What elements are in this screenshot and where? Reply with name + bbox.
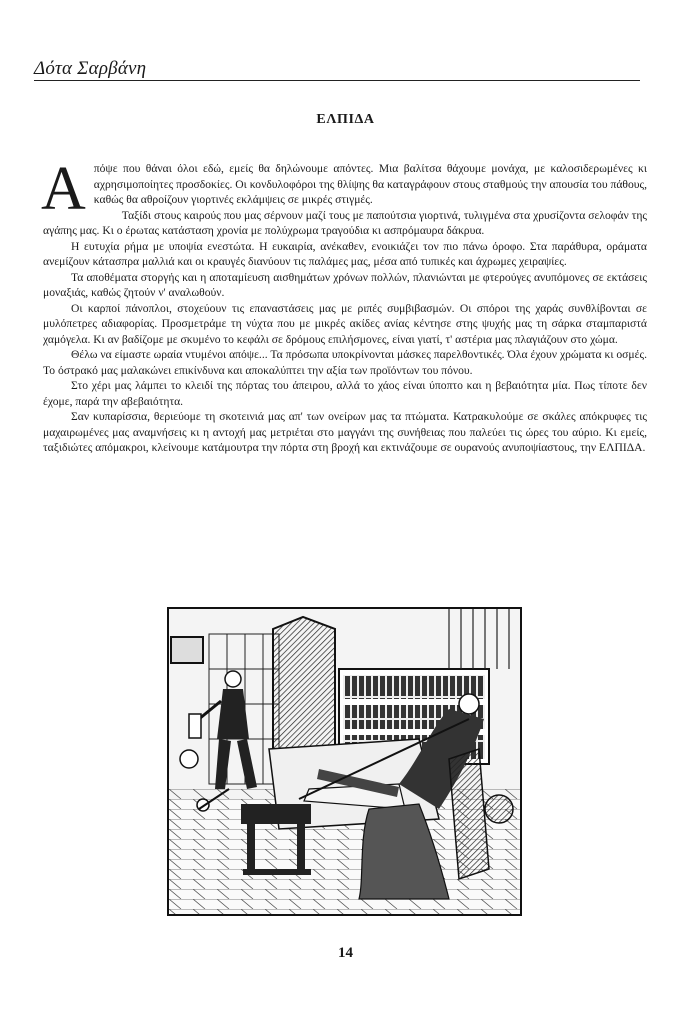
engraving-illustration xyxy=(167,607,522,916)
running-head-author: Δότα Σαρβάνη xyxy=(34,58,147,79)
paragraph-6: Θέλω να είμαστε ωραία ντυμένοι απόψε... Τα πρόσωπα υποκρίνονται μάσκες παρελθοντικές. Όλα έχουν χρώματα κι οσμές. Το όστρακό μας μαλακώνει επικίνδυνα και αποκαλύπτει την αξία των προϊόντων του πόνου. xyxy=(43,348,647,377)
paragraph-4: Τα αποθέματα στοργής και η αποταμίευση αισθημάτων χρόνων πολλών, πλανιώνται με φτερούγες ανυπόμονες σε εκτάσεις μοναξιάς, καθώς ζητούν ν' αναλωθούν. xyxy=(43,270,647,299)
page-number: 14 xyxy=(338,945,353,961)
engraving-drawing xyxy=(169,609,520,914)
paragraph-3: Η ευτυχία ρήμα με υποψία ενεστώτα. Η ευκαιρία, ανέκαθεν, ενοικιάζει τον πιο πάνω όροφο. Στα παράθυρα, οράματα ανεμίζουν κάτασπρα μαλλιά και οι κραυγές διανύουν τις παλάμες μας, μέσα από τυπικές και άχρωμες χειραψίες. xyxy=(43,239,647,268)
paragraph-7: Στο χέρι μας λάμπει το κλειδί της πόρτας του άπειρου, αλλά το χάος είναι ύποπτο και η βεβαιότητα μία. Πως τίποτε δεν έχομε, παρά την αβεβαιότητα. xyxy=(43,379,647,408)
header-rule xyxy=(34,80,640,81)
paragraph-5: Οι καρποί πάνοπλοι, στοχεύουν τις επαναστάσεις μας με ριπές συμβιβασμών. Οι σπόροι της χαράς συνθλίβονται σε μυλόπετρες αδιαφορίας. Προσμετράμε τη νύχτα που με μικρές ακίδες ανίας κέντησε στης ψυχής μας τη σάρκα σταμπαριστά χαμόγελα. Κι αν βαδίζομε με σκυμένο το κεφάλι σε δρόμους επιλήσμονες, είναι γιατί, τ' αστέρια μας πλαγιάζουν στο χώμα. xyxy=(43,301,647,346)
poem-body xyxy=(41,155,647,456)
paragraph-1-text: πόψε που θάναι όλοι εδώ, εμείς θα δηλώνουμε απόντες. Μια βαλίτσα θάχουμε μονάχα, με καλοσιδερωμένες κι αχρησιμοποίητες προσδοκίες. Οι κονδυλοφόροι της θλίψης θα καταγράφουν στους σταθμούς την απουσία του πάθους, καθώς θα αθροίζουν γιορτινές εκλάμψεις σε μικρές στιγμές. xyxy=(93,162,647,206)
wall-picture xyxy=(171,637,203,663)
paragraph-8: Σαν κυπαρίσσια, θεριεύομε τη σκοτεινιά μας απ' των ονείρων μας τα πτώματα. Κατρακυλούμε σε σκάλες απόκρυφες τις μαχαιρωμένες μας αναμνήσεις κι η αντοχή μας μετριέται στο μαγγάνι της συνήθειας που παλεύει τις ώρες του αύριο. Κι εμείς, ταξιδιώτες απόμακροι, κλείνουμε κατάμουτρα την πόρτα στη βροχή και εκτινάζουμε σε ουρανούς ανυποψίαστους, την ΕΛΠΙΔΑ. xyxy=(43,410,647,454)
poem-title: ΕΛΠΙΔΑ xyxy=(316,112,375,127)
drop-cap: Α xyxy=(41,155,86,223)
globe xyxy=(485,795,513,823)
paragraph-2: Ταξίδι στους καιρούς που μας σέρνουν μαζί τους με παπούτσια γιορτινά, τυλιγμένα στα χρυσίζοντα σελοφάν της αγάπης μας. Κι ο έρωτας κατάσταση χρονία με πολύχρωμα τραγούδια κι ασπρόμαυρα δάκρυα. xyxy=(43,208,647,237)
